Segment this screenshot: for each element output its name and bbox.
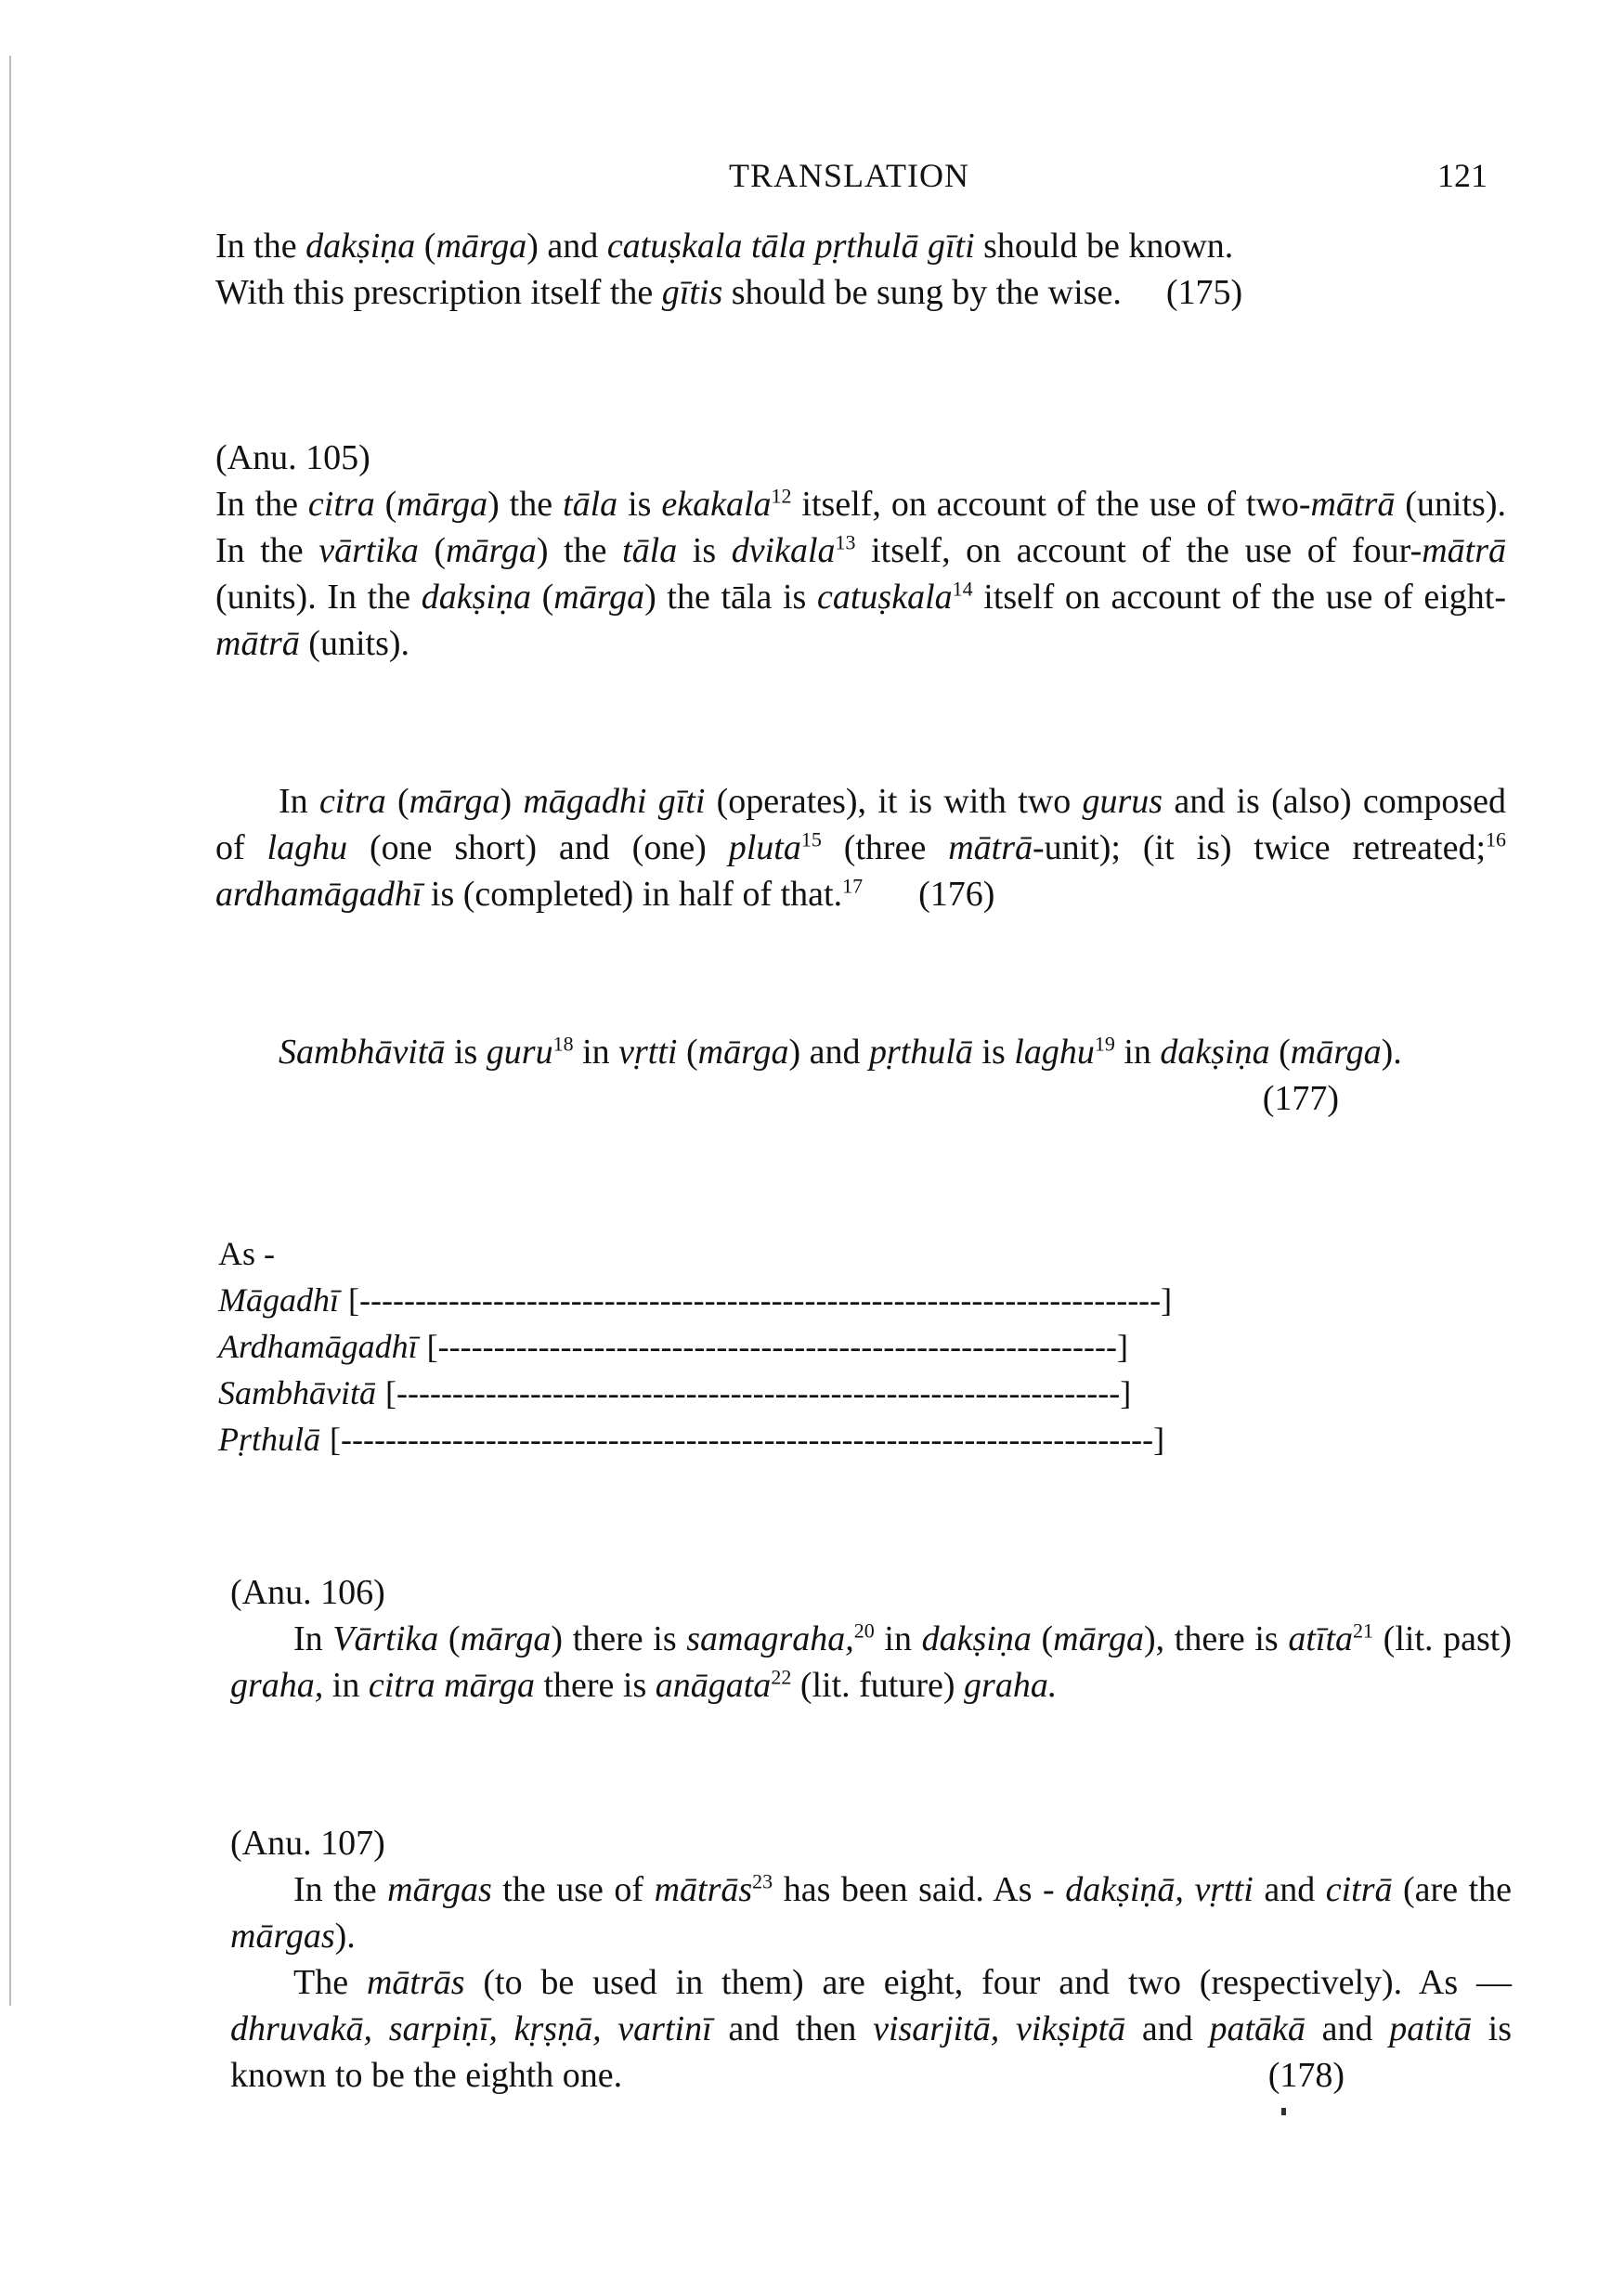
text-run: vṛtti [618, 1033, 678, 1072]
chart-row-name: Māgadhī [218, 1281, 339, 1319]
text-run: ) and [526, 227, 607, 266]
text-run: māgadhi gīti [523, 782, 706, 821]
text-run: in [874, 1619, 922, 1658]
text-run: is (completed) in half of that. [422, 875, 843, 914]
text-run: mārga [1290, 1033, 1382, 1072]
text-run: guru [486, 1033, 553, 1072]
verse-175 [215, 223, 1515, 316]
anu-106-paragraph [230, 1616, 1512, 1709]
dash-line: ------------------------------------------------------------------------- [341, 1421, 1154, 1458]
text-run: itself, on account of the use of two- [791, 485, 1311, 524]
text-run: itself, on account of the use of four- [855, 531, 1423, 570]
text-run: In the [293, 1870, 388, 1909]
text-run: dakṣiṇa [305, 227, 416, 266]
anu-107-paragraph [230, 1866, 1512, 1959]
text-run: is known to be the eighth one. [230, 2009, 1513, 2095]
text-run: ardhamāgadhī [215, 875, 422, 914]
anu-105-label [215, 435, 1515, 481]
text-run: ( [438, 1619, 461, 1658]
marga-chart [218, 1230, 1172, 1462]
text-run: mātrā [1422, 531, 1507, 570]
text-run: ( [677, 1033, 698, 1072]
dash-line: ----------------------------------------------------------------- [396, 1374, 1121, 1411]
text-run: In [293, 1619, 333, 1658]
text-run: (three [821, 828, 949, 867]
text-run: gītis [661, 273, 723, 312]
text-run: (units). In the [215, 485, 1506, 570]
text-run: With this prescription itself the [215, 273, 662, 312]
text-run: ). [334, 1917, 356, 1956]
close-bracket: ] [1116, 1328, 1128, 1365]
text-run: Vārtika [332, 1619, 439, 1658]
text-run: In the [215, 485, 308, 524]
anu-105-text [215, 481, 1506, 667]
text-run: -unit); (it is) twice retreated; [1033, 828, 1486, 867]
text-run: (operates), it is with two [705, 782, 1083, 821]
text-run: ) [500, 782, 524, 821]
text-run: ekakala [661, 485, 772, 524]
close-bracket: ] [1153, 1421, 1165, 1458]
text-run: laghu [266, 828, 348, 867]
text-run: in [323, 1666, 369, 1705]
dash-line: ------------------------------------------------------------------------ [359, 1281, 1162, 1319]
chart-row [218, 1416, 1172, 1462]
verse-number: (175) [1165, 273, 1243, 312]
verse-175-line-1 [215, 223, 1515, 269]
text-run: (lit. past) [1373, 1619, 1512, 1658]
footnote-marker: 13 [835, 530, 856, 554]
footnote-marker: 17 [842, 874, 864, 898]
anu-106-label [230, 1569, 1530, 1616]
scan-margin-line [9, 56, 11, 2006]
text-run: ) the tāla is [644, 578, 817, 617]
chart-row-name: Pṛthulā [218, 1421, 321, 1458]
text-run: catuṣkala [816, 578, 953, 617]
chart-row [218, 1370, 1172, 1416]
text-run: catuṣkala tāla pṛthulā gīti [606, 227, 975, 266]
chart-row [218, 1323, 1172, 1370]
chart-row-name: Sambhāvitā [218, 1374, 376, 1411]
text-run: mārga [460, 1619, 552, 1658]
text-run: (units). In the [215, 578, 422, 617]
text-run: mārga [553, 578, 645, 617]
verse-number: (177) [1262, 1079, 1339, 1118]
text-run: patitā [1389, 2009, 1472, 2048]
verse-178 [230, 1959, 1512, 2099]
text-run: gurus [1082, 782, 1163, 821]
text-run: graha, [230, 1666, 324, 1705]
text-run: tāla [563, 485, 618, 524]
text-run: is [617, 485, 662, 524]
verse-number: (176) [918, 875, 995, 914]
close-bracket: ] [1161, 1281, 1173, 1319]
open-bracket: [ [384, 1374, 396, 1411]
verse-175-line-2 [215, 269, 1515, 316]
text-run: mārga [435, 227, 527, 266]
text-run: ) there is [551, 1619, 687, 1658]
open-bracket: [ [426, 1328, 438, 1365]
text-run: ) the [487, 485, 564, 524]
text-run: In the [215, 227, 306, 266]
text-run: mātrās [366, 1963, 465, 2002]
text-run: samagraha, [686, 1619, 854, 1658]
footnote-marker: 14 [952, 577, 973, 601]
text-run: ( [530, 578, 554, 617]
anu-label: (Anu. 106) [230, 1573, 385, 1612]
text-run: mārga [1053, 1619, 1144, 1658]
text-run: mārga [409, 782, 500, 821]
text-run: mārga [697, 1033, 789, 1072]
footnote-marker: 12 [771, 484, 792, 508]
text-run: In [279, 782, 319, 821]
anu-label: (Anu. 105) [215, 438, 370, 477]
text-run: (are the [1392, 1870, 1513, 1909]
footnote-marker: 16 [1486, 827, 1506, 852]
text-run: vārtika [318, 531, 419, 570]
text-run: dhruvakā, sarpiṇī, kṛṣṇā, vartinī [230, 2009, 712, 2048]
text-run: and is (also) composed of [215, 782, 1506, 867]
text-run: has been said. As - [773, 1870, 1066, 1909]
text-run: and [1305, 2009, 1390, 2048]
text-run: mārga [446, 531, 537, 570]
text-run: pṛthulā [869, 1033, 973, 1072]
text-run: ), there is [1143, 1619, 1289, 1658]
text-run: there is [534, 1666, 656, 1705]
text-run: the use of [491, 1870, 655, 1909]
footnote-marker: 15 [800, 827, 822, 852]
text-run: and [1125, 2009, 1210, 2048]
text-run: in [573, 1033, 619, 1072]
text-run: dakṣiṇa [1160, 1033, 1270, 1072]
chart-rows [218, 1277, 1172, 1462]
text-run: citra [307, 485, 375, 524]
text-run: Sambhāvitā [279, 1033, 446, 1072]
dash-line: ------------------------------------------------------------- [437, 1328, 1117, 1365]
close-bracket: ] [1120, 1374, 1132, 1411]
text-run: (units). [299, 624, 410, 663]
text-run: (one short) and (one) [347, 828, 729, 867]
open-bracket: [ [330, 1421, 342, 1458]
text-run: ( [415, 227, 436, 266]
text-run: ( [1031, 1619, 1054, 1658]
text-run: is [445, 1033, 487, 1072]
verse-176-paragraph [215, 778, 1506, 917]
footnote-marker: 21 [1353, 1618, 1374, 1643]
running-title: TRANSLATION [729, 157, 969, 194]
text-run: pluta [728, 828, 801, 867]
text-run: mātrās [654, 1870, 753, 1909]
footnote-marker: 18 [552, 1032, 574, 1056]
anu-106-text [230, 1616, 1512, 1709]
text-run: patākā [1209, 2009, 1306, 2048]
text-run: dvikala [731, 531, 836, 570]
chart-row-name: Ardhamāgadhī [218, 1328, 418, 1365]
verse-176 [215, 778, 1506, 917]
text-run: in [1114, 1033, 1161, 1072]
verse-177-paragraph [215, 1029, 1506, 1118]
text-run: ( [374, 485, 397, 524]
text-run: mārgas [387, 1870, 492, 1909]
anu-105-paragraph [215, 481, 1506, 667]
chart-row [218, 1277, 1172, 1323]
text-run: ) and [788, 1033, 869, 1072]
text-run: citra [318, 782, 386, 821]
text-run: ( [1269, 1033, 1291, 1072]
footnote-marker: 20 [853, 1618, 875, 1643]
text-run: citrā [1325, 1870, 1393, 1909]
text-run: itself on account of the use of eight- [972, 578, 1506, 617]
text-run: dakṣiṇā, vṛtti [1065, 1870, 1254, 1909]
text-run: tāla [622, 531, 678, 570]
text-run: dakṣiṇa [421, 578, 531, 617]
footnote-marker: 23 [752, 1869, 773, 1893]
text-run: is [972, 1033, 1015, 1072]
text-run: atīta [1288, 1619, 1354, 1658]
text-run: mātrā [215, 624, 300, 663]
text-run: ). [1381, 1033, 1402, 1072]
text-run: laghu [1014, 1033, 1095, 1072]
text-run: mārga [396, 485, 488, 524]
text-run: mārgas [230, 1917, 335, 1956]
anu-label: (Anu. 107) [230, 1824, 385, 1863]
text-run: dakṣiṇa [921, 1619, 1032, 1658]
footnote-marker: 19 [1094, 1032, 1115, 1056]
text-run: ( [418, 531, 447, 570]
text-run: citra mārga [368, 1666, 535, 1705]
text-run: mātrā [1310, 485, 1396, 524]
text-run: is [677, 531, 732, 570]
anu-107-text [230, 1866, 1512, 1959]
text-run: and then [711, 2009, 874, 2048]
chart-intro: As - [218, 1235, 275, 1272]
verse-number: (178) [1267, 2056, 1345, 2095]
text-run: ( [385, 782, 409, 821]
open-bracket: [ [348, 1281, 359, 1319]
verse-177 [215, 1029, 1506, 1122]
text-run: graha. [964, 1666, 1058, 1705]
verse-178-paragraph [230, 1959, 1512, 2099]
text-run: should be sung by the wise. [722, 273, 1122, 312]
text-run: (to be used in them) are eight, four and two (respectively). As — [464, 1963, 1513, 2002]
text-run: should be known. [974, 227, 1234, 266]
scan-speck [1281, 2108, 1286, 2115]
text-run: (lit. future) [791, 1666, 965, 1705]
text-run: and [1253, 1870, 1326, 1909]
text-run: visarjitā, vikṣiptā [873, 2009, 1126, 2048]
text-run: ) the [536, 531, 623, 570]
page-number: 121 [1437, 157, 1488, 194]
text-run: mātrā [948, 828, 1033, 867]
anu-107-label [230, 1820, 1530, 1866]
footnote-marker: 22 [771, 1665, 792, 1689]
text-run: anāgata [655, 1666, 772, 1705]
text-run: The [293, 1963, 367, 2002]
